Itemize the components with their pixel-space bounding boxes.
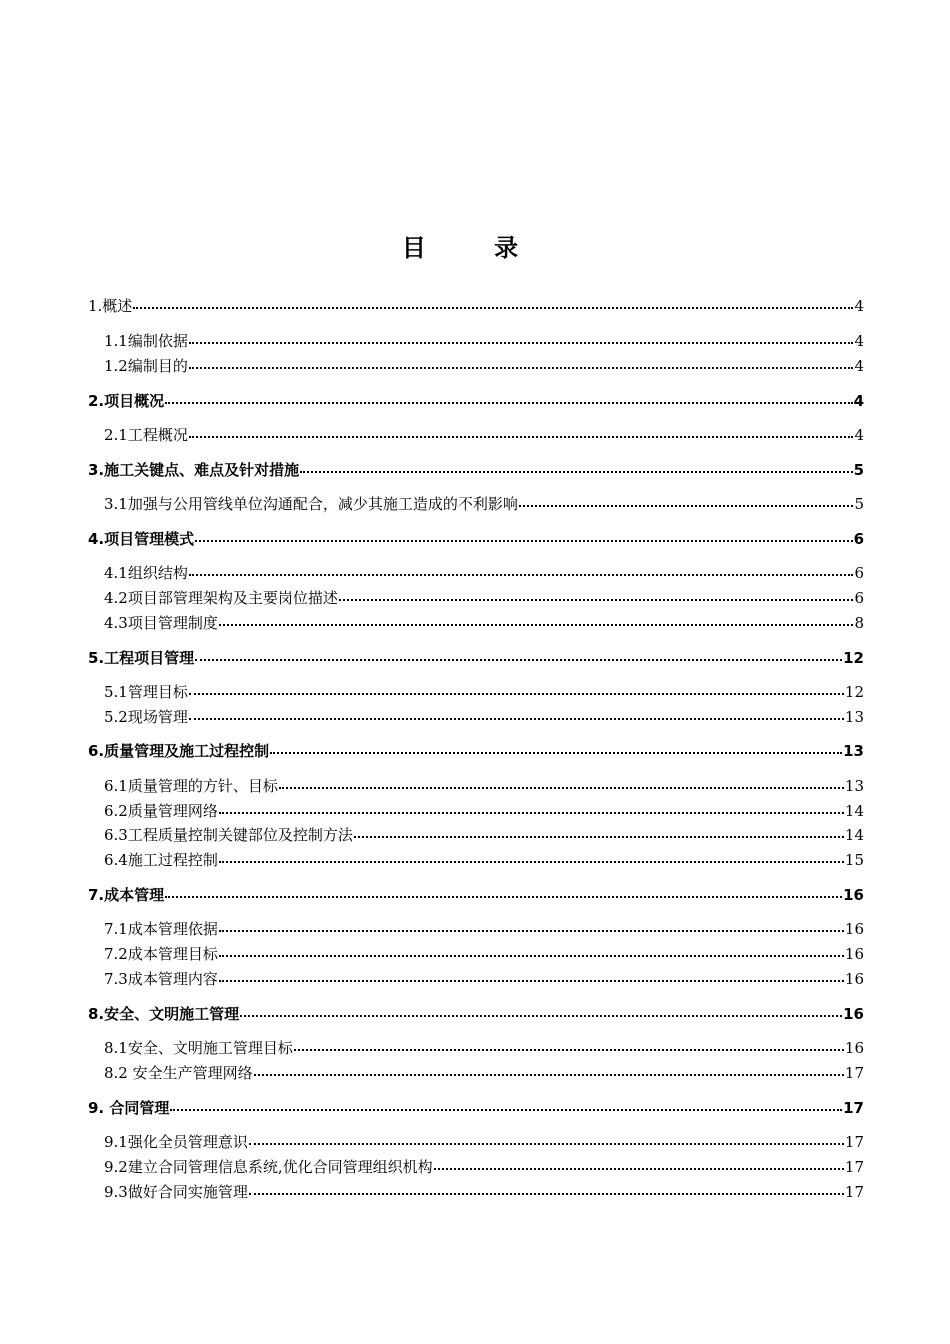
toc-entry-label: 4.1组织结构 [104, 564, 188, 582]
toc-entry-label: 5.工程项目管理 [88, 649, 195, 667]
toc-entry-label: 7.成本管理 [88, 886, 165, 904]
dot-leader [279, 787, 844, 789]
toc-entry[interactable] [104, 801, 864, 821]
toc-entry[interactable] [88, 529, 864, 549]
toc-entry-page-number: 5 [853, 461, 864, 479]
dot-leader [189, 367, 854, 369]
dot-leader [219, 980, 844, 982]
toc-entry-label: 9.3做好合同实施管理 [104, 1183, 248, 1201]
dot-leader [339, 599, 854, 601]
dot-leader [219, 861, 844, 863]
dot-leader [240, 1015, 842, 1017]
toc-entry-label: 9.1强化全员管理意识 [104, 1133, 248, 1151]
toc-entry-label: 2.项目概况 [88, 392, 165, 410]
toc-entry[interactable] [104, 1132, 864, 1152]
toc-entry[interactable] [104, 707, 864, 727]
toc-entry-page-number: 17 [844, 1133, 864, 1151]
toc-entry[interactable] [104, 969, 864, 989]
toc-entry-label: 8.2 安全生产管理网络 [104, 1064, 253, 1082]
dot-leader [189, 342, 854, 344]
toc-entry[interactable] [88, 741, 864, 761]
dot-leader [254, 1074, 844, 1076]
toc-entry-page-number: 16 [844, 945, 864, 963]
toc-entry[interactable] [104, 588, 864, 608]
toc-entry-page-number: 13 [843, 742, 864, 760]
toc-entry-page-number: 6 [854, 589, 864, 607]
toc-entry[interactable] [104, 825, 864, 845]
toc-entry-label: 1.2编制目的 [104, 357, 188, 375]
toc-entry-page-number: 6 [853, 530, 864, 548]
toc-entry[interactable] [104, 944, 864, 964]
toc-entry-label: 8.安全、文明施工管理 [88, 1005, 240, 1023]
toc-entry-page-number: 4 [853, 392, 864, 410]
toc-title: 目 录 [401, 233, 549, 262]
toc-entry[interactable] [104, 1157, 864, 1177]
dot-leader [354, 836, 844, 838]
toc-entry-page-number: 17 [843, 1099, 864, 1117]
toc-entry-page-number: 14 [844, 826, 864, 844]
toc-entry-label: 5.2现场管理 [104, 708, 188, 726]
toc-entry[interactable] [88, 1098, 864, 1118]
toc-entry-page-number: 17 [844, 1183, 864, 1201]
toc-entry-page-number: 4 [854, 297, 864, 315]
dot-leader [189, 693, 844, 695]
toc-entry[interactable] [104, 563, 864, 583]
dot-leader [434, 1168, 844, 1170]
toc-entry[interactable] [104, 1182, 864, 1202]
toc-entry-page-number: 4 [854, 426, 864, 444]
toc-entry-label: 8.1安全、文明施工管理目标 [104, 1039, 293, 1057]
dot-leader [249, 1143, 844, 1145]
dot-leader [219, 955, 844, 957]
toc-entry-label: 7.2成本管理目标 [104, 945, 218, 963]
dot-leader [219, 930, 844, 932]
toc-entry-label: 6.3工程质量控制关键部位及控制方法 [104, 826, 353, 844]
dot-leader [249, 1193, 844, 1195]
toc-entry-label: 5.1管理目标 [104, 683, 188, 701]
toc-entry-label: 6.4施工过程控制 [104, 851, 218, 869]
dot-leader [189, 436, 854, 438]
toc-entry[interactable] [88, 460, 864, 480]
toc-entry-page-number: 16 [843, 886, 864, 904]
toc-entry-page-number: 13 [844, 777, 864, 795]
toc-entry[interactable] [88, 296, 864, 316]
toc-entry-label: 6.质量管理及施工过程控制 [88, 742, 270, 760]
toc-entry-label: 3.1加强与公用管线单位沟通配合，减少其施工造成的不利影响 [104, 495, 518, 513]
toc-entry-label: 9.2建立合同管理信息系统,优化合同管理组织机构 [104, 1158, 433, 1176]
toc-entry[interactable] [104, 425, 864, 445]
toc-entry-page-number: 5 [854, 495, 864, 513]
toc-entry[interactable] [104, 850, 864, 870]
toc-entry-label: 6.2质量管理网络 [104, 802, 218, 820]
toc-entry-page-number: 13 [844, 708, 864, 726]
toc-entry-label: 1.1编制依据 [104, 332, 188, 350]
toc-entry[interactable] [88, 648, 864, 668]
toc-entry-label: 7.3成本管理内容 [104, 970, 218, 988]
toc-entry-label: 4.3项目管理制度 [104, 614, 218, 632]
toc-entry[interactable] [104, 1038, 864, 1058]
toc-entry[interactable] [104, 494, 864, 514]
dot-leader [219, 812, 844, 814]
toc-entry-page-number: 15 [844, 851, 864, 869]
toc-entry[interactable] [104, 356, 864, 376]
toc-entry-page-number: 16 [844, 920, 864, 938]
toc-entry-page-number: 4 [854, 332, 864, 350]
toc-entry[interactable] [104, 682, 864, 702]
toc-entry-page-number: 12 [844, 683, 864, 701]
toc-entry-label: 6.1质量管理的方针、目标 [104, 777, 278, 795]
toc-entry-page-number: 6 [854, 564, 864, 582]
dot-leader [189, 718, 844, 720]
toc-entry-page-number: 16 [844, 1039, 864, 1057]
toc-entry-page-number: 4 [854, 357, 864, 375]
dot-leader [165, 402, 852, 404]
toc-entry-label: 7.1成本管理依据 [104, 920, 218, 938]
dot-leader [189, 574, 854, 576]
dot-leader [300, 471, 852, 473]
dot-leader [165, 896, 842, 898]
toc-entry[interactable] [104, 1063, 864, 1083]
toc-entry[interactable] [88, 1004, 864, 1024]
dot-leader [195, 540, 852, 542]
toc-entry-page-number: 17 [844, 1158, 864, 1176]
toc-entry-label: 4.2项目部管理架构及主要岗位描述 [104, 589, 338, 607]
dot-leader [133, 307, 853, 309]
dot-leader [294, 1049, 844, 1051]
toc-entry-label: 1.概述 [88, 297, 133, 315]
toc-entry-page-number: 12 [843, 649, 864, 667]
toc-entry-page-number: 8 [854, 614, 864, 632]
toc-entry[interactable] [104, 613, 864, 633]
toc-entry[interactable] [104, 331, 864, 351]
dot-leader [170, 1109, 842, 1111]
toc-entry-page-number: 16 [844, 970, 864, 988]
dot-leader [219, 624, 854, 626]
toc-entry-page-number: 16 [843, 1005, 864, 1023]
toc-entry[interactable] [88, 391, 864, 411]
toc-entry-label: 9. 合同管理 [88, 1099, 170, 1117]
toc-entry[interactable] [88, 885, 864, 905]
dot-leader [195, 659, 842, 661]
toc-entry-label: 3.施工关键点、难点及针对措施 [88, 461, 300, 479]
dot-leader [270, 752, 842, 754]
dot-leader [519, 505, 854, 507]
toc-entry-page-number: 17 [844, 1064, 864, 1082]
toc-entry[interactable] [104, 776, 864, 796]
toc-entry-label: 2.1工程概况 [104, 426, 188, 444]
toc-entry-label: 4.项目管理模式 [88, 530, 195, 548]
toc-entry-page-number: 14 [844, 802, 864, 820]
toc-entry[interactable] [104, 919, 864, 939]
